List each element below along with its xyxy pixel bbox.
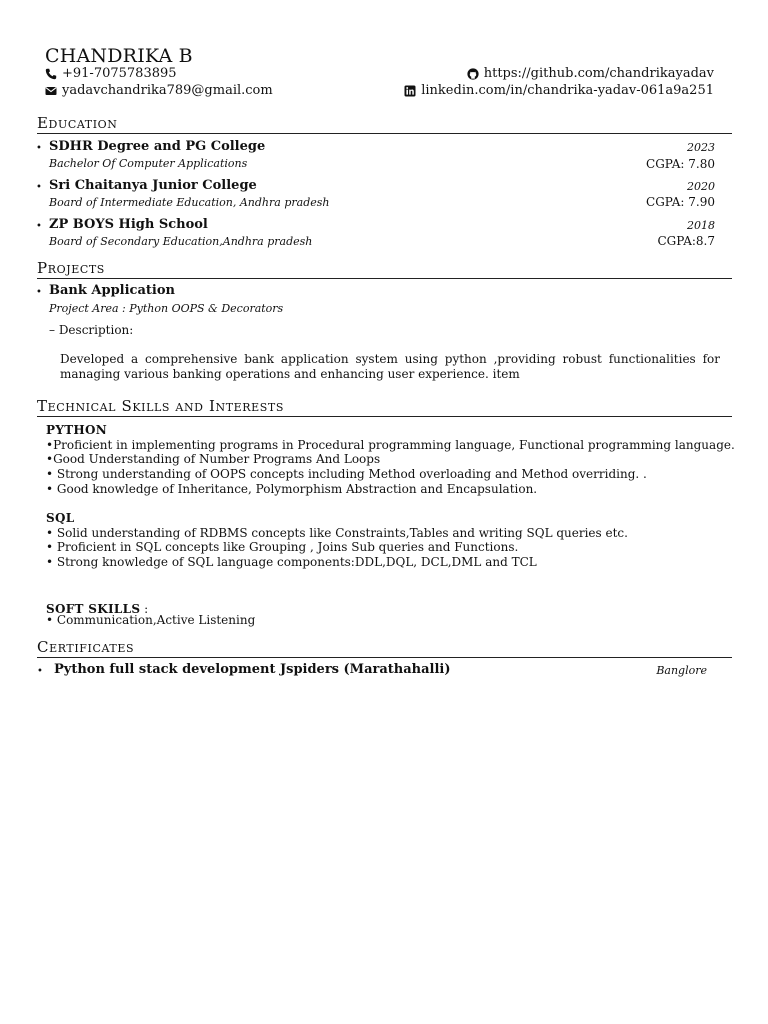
education-year: 2020 [687, 180, 715, 193]
skill-line: • Strong understanding of OOPS concepts including Method overloading and Method overriding. . [46, 467, 647, 481]
skill-line: • Strong knowledge of SQL language components:DDL,DQL, DCL,DML and TCL [46, 555, 537, 569]
email-contact[interactable] [45, 83, 273, 98]
python-heading: PYTHON [46, 423, 108, 437]
skill-line: • Communication,Active Listening [46, 613, 256, 627]
certificate-name: Python full stack development Jspiders (Marathahalli) [54, 662, 451, 677]
certificates-heading: Certificates [37, 638, 135, 656]
education-score: CGPA: 7.90 [646, 195, 715, 209]
school-name: Sri Chaitanya Junior College [49, 178, 257, 193]
skill-line: •Good Understanding of Number Programs And Loops [46, 452, 381, 466]
skill-line: •Proficient in implementing programs in Procedural programming language, Functional programming language. [46, 438, 735, 452]
email-icon [45, 85, 57, 97]
bullet-icon: • [37, 666, 43, 677]
skill-line: • Good knowledge of Inheritance, Polymorphism Abstraction and Encapsulation. [46, 482, 538, 496]
bullet-icon: • [36, 182, 42, 193]
degree-name: Bachelor Of Computer Applications [49, 157, 248, 170]
degree-name: Board of Intermediate Education, Andhra pradesh [49, 196, 330, 209]
linkedin-link[interactable]: linkedin.com/in/chandrika-yadav-061a9a251 [421, 83, 714, 98]
bullet-icon: • [36, 287, 42, 298]
linkedin-contact[interactable] [404, 83, 714, 98]
projects-heading: Projects [37, 259, 105, 277]
education-year: 2023 [687, 141, 715, 154]
skill-line: • Proficient in SQL concepts like Grouping , Joins Sub queries and Functions. [46, 540, 519, 554]
school-name: ZP BOYS High School [49, 217, 208, 232]
certificate-location: Banglore [656, 664, 707, 677]
soft-skills-heading: SOFT SKILLS [46, 602, 141, 616]
bullet-icon: • [36, 221, 42, 232]
description-label: – Description: [49, 323, 134, 337]
education-heading: Education [37, 114, 118, 132]
education-score: CGPA:8.7 [657, 234, 715, 248]
skill-line: • Solid understanding of RDBMS concepts like Constraints,Tables and writing SQL queries etc. [46, 526, 628, 540]
github-contact[interactable] [467, 66, 714, 81]
degree-name: Board of Secondary Education,Andhra pradesh [49, 235, 313, 248]
bullet-icon: • [36, 143, 42, 154]
project-description: Developed a comprehensive bank application system using python ,providing robust functionalities for managing various banking operations and enhancing user experience. item [60, 352, 720, 381]
phone-contact[interactable] [45, 66, 177, 81]
linkedin-icon [404, 85, 416, 97]
education-score: CGPA: 7.80 [646, 157, 715, 171]
skills-heading: Technical Skills and Interests [37, 397, 284, 415]
skills-divider [37, 416, 732, 417]
email-address: yadavchandrika789@gmail.com [62, 83, 273, 98]
candidate-name: CHANDRIKA B [45, 45, 193, 67]
project-name: Bank Application [49, 283, 175, 298]
projects-divider [37, 278, 732, 279]
soft-skills-colon: : [140, 602, 149, 616]
education-divider [37, 133, 732, 134]
github-icon [467, 68, 479, 80]
sql-heading: SQL [46, 511, 75, 525]
project-area: Project Area : Python OOPS & Decorators [49, 302, 284, 315]
phone-number: +91-7075783895 [62, 66, 177, 81]
github-link[interactable]: https://github.com/chandrikayadav [483, 66, 714, 81]
certificates-divider [37, 657, 732, 658]
phone-icon [45, 68, 57, 80]
school-name: SDHR Degree and PG College [49, 139, 266, 154]
education-year: 2018 [687, 219, 715, 232]
